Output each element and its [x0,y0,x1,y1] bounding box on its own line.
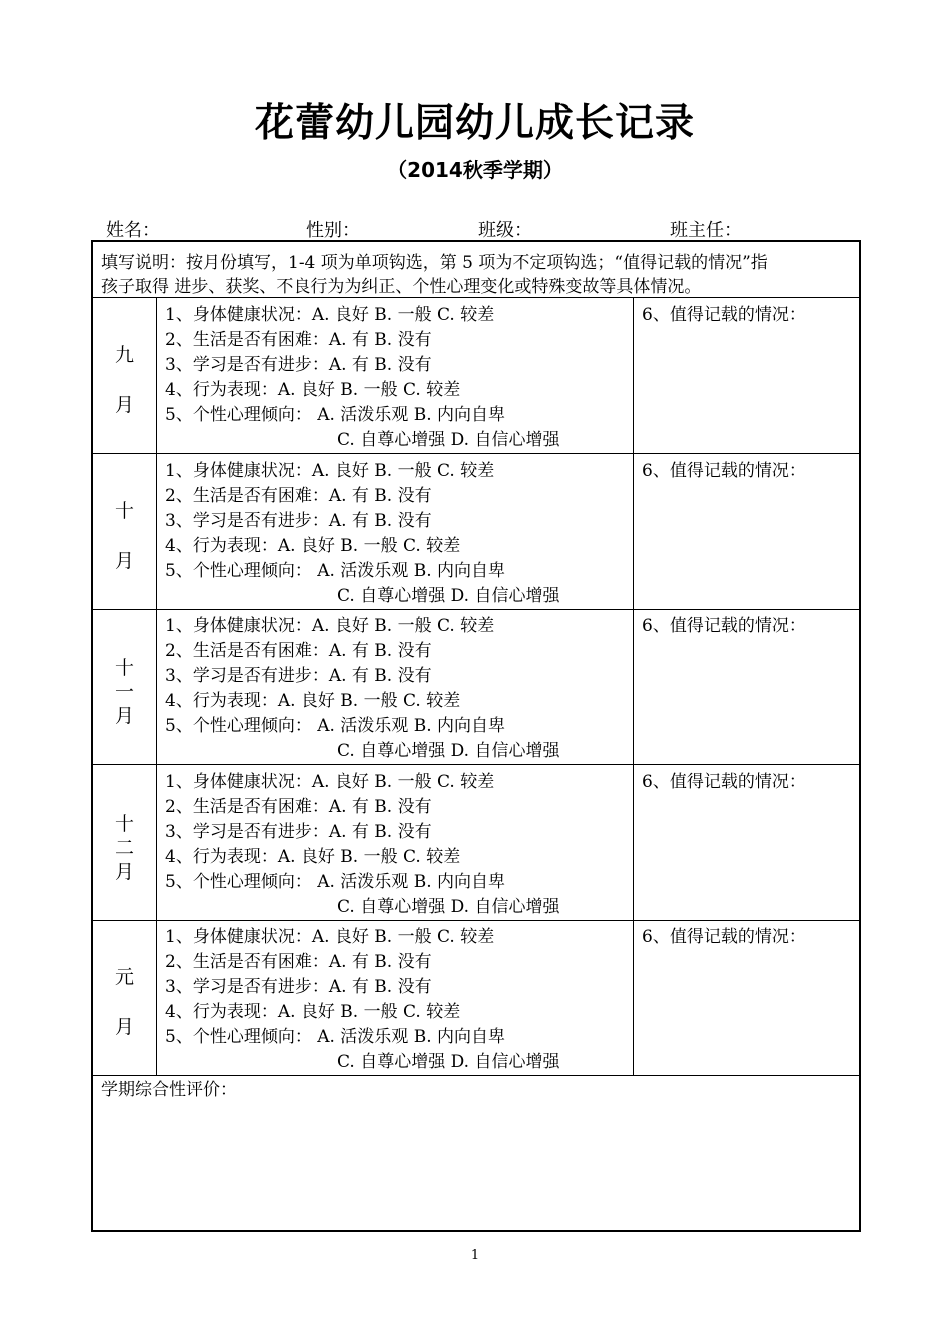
item-living-difficulty: 2、生活是否有困难：A. 有 B. 没有 [165,330,432,350]
item-learning-progress: 3、学习是否有进步：A. 有 B. 没有 [165,510,432,531]
instructions-row [93,242,859,298]
notable-events-label: 6、值得记载的情况： [642,771,806,792]
item-learning-progress: 3、学习是否有进步：A. 有 B. 没有 [165,666,432,686]
month-row [93,609,859,765]
month-label [93,609,157,764]
notable-events-label: 6、值得记载的情况： [642,305,806,325]
month-char-1: 十 [114,657,134,679]
item-health: 1、身体健康状况：A. 良好 B. 一般 C. 较差 [165,616,495,636]
item-personality-b: C. 自尊心增强 D. 自信心增强 [337,896,560,917]
checklist-items [157,609,634,764]
month-char-3: 月 [114,1016,134,1038]
document-subtitle: （2014秋季学期） [387,158,563,182]
month-row [93,298,859,454]
month-row [93,454,859,610]
item-personality-a: 5、个性心理倾向： A. 活泼乐观 B. 内向自卑 [165,560,506,581]
month-char-1: 元 [114,966,134,988]
gender-field [306,216,446,242]
item-health: 1、身体健康状况：A. 良好 B. 一般 C. 较差 [165,305,495,325]
instructions-line-1: 填写说明：按月份填写，1-4 项为单项钩选，第 5 项为不定项钩选；“值得记载的情况”指 [101,253,768,273]
checklist-items [157,454,634,609]
item-personality-b: C. 自尊心增强 D. 自信心增强 [337,430,560,450]
name-field [106,216,256,242]
month-char-1: 十 [114,499,134,522]
month-row [93,765,859,921]
instructions-line-2: 孩子取得 进步、获奖、不良行为为纠正、个性心理变化或特殊变故等具体情况。 [101,277,702,297]
item-health: 1、身体健康状况：A. 良好 B. 一般 C. 较差 [165,460,495,481]
month-char-3: 月 [114,394,134,416]
month-char-2: 一 [114,681,134,703]
month-char-1: 九 [114,344,134,366]
teacher-field [670,216,838,242]
item-personality-b: C. 自尊心增强 D. 自信心增强 [337,1052,560,1072]
name-label: 姓名： [106,220,160,241]
item-living-difficulty: 2、生活是否有困难：A. 有 B. 没有 [165,485,432,506]
item-health: 1、身体健康状况：A. 良好 B. 一般 C. 较差 [165,771,495,792]
item-health: 1、身体健康状况：A. 良好 B. 一般 C. 较差 [165,927,495,947]
item-personality-a: 5、个性心理倾向： A. 活泼乐观 B. 内向自卑 [165,871,506,892]
month-label [93,765,157,920]
class-label: 班级： [478,220,532,241]
item-learning-progress: 3、学习是否有进步：A. 有 B. 没有 [165,821,432,842]
item-personality-a: 5、个性心理倾向： A. 活泼乐观 B. 内向自卑 [165,716,506,736]
month-label [93,920,157,1075]
month-char-2: 二 [114,836,134,859]
item-behavior: 4、行为表现：A. 良好 B. 一般 C. 较差 [165,1002,461,1022]
item-personality-a: 5、个性心理倾向： A. 活泼乐观 B. 内向自卑 [165,1027,506,1047]
record-table [91,240,861,1232]
checklist-items [157,920,634,1075]
item-behavior: 4、行为表现：A. 良好 B. 一般 C. 较差 [165,380,461,400]
gender-label: 性别： [306,220,360,241]
month-row [93,920,859,1076]
checklist-items [157,765,634,920]
month-label [93,454,157,609]
semester-summary-label: 学期综合性评价： [101,1080,237,1100]
item-behavior: 4、行为表现：A. 良好 B. 一般 C. 较差 [165,691,461,711]
month-char-3: 月 [114,549,134,572]
page-number: 1 [470,1248,480,1263]
item-behavior: 4、行为表现：A. 良好 B. 一般 C. 较差 [165,535,461,556]
item-living-difficulty: 2、生活是否有困难：A. 有 B. 没有 [165,796,432,817]
month-label [93,298,157,453]
item-learning-progress: 3、学习是否有进步：A. 有 B. 没有 [165,355,432,375]
class-field [478,216,628,242]
month-char-1: 十 [114,812,134,835]
item-behavior: 4、行为表现：A. 良好 B. 一般 C. 较差 [165,846,461,867]
notable-events-label: 6、值得记载的情况： [642,616,806,636]
checklist-items [157,298,634,453]
document-title: 花蕾幼儿园幼儿成长记录 [254,101,695,146]
month-char-3: 月 [114,705,134,727]
item-learning-progress: 3、学习是否有进步：A. 有 B. 没有 [165,977,432,997]
month-char-3: 月 [114,860,134,883]
teacher-label: 班主任： [670,220,742,241]
item-personality-b: C. 自尊心增强 D. 自信心增强 [337,741,560,761]
item-living-difficulty: 2、生活是否有困难：A. 有 B. 没有 [165,641,432,661]
notable-events-label: 6、值得记载的情况： [642,460,806,481]
item-personality-a: 5、个性心理倾向： A. 活泼乐观 B. 内向自卑 [165,405,506,425]
notable-events-label: 6、值得记载的情况： [642,927,806,947]
item-living-difficulty: 2、生活是否有困难：A. 有 B. 没有 [165,952,432,972]
item-personality-b: C. 自尊心增强 D. 自信心增强 [337,585,560,606]
